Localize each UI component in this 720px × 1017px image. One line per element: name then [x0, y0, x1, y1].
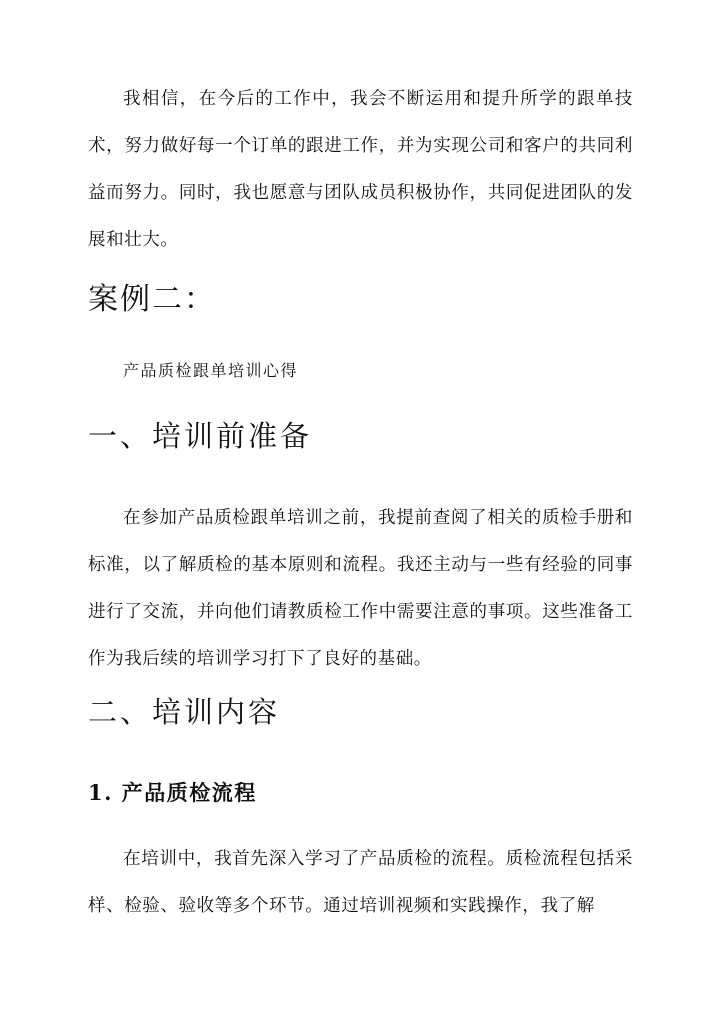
case-heading: 案例二：	[88, 282, 216, 317]
intro-paragraph: 我相信，在今后的工作中，我会不断运用和提升所学的跟单技术，努力做好每一个订单的跟进工作，并为实现公司和客户的共同利益而努力。同时，我也愿意与团队成员积极协作，共同促进团队的发展和壮大。	[88, 89, 633, 250]
subsection1-paragraph: 在培训中，我首先深入学习了产品质检的流程。质检流程包括采样、检验、验收等多个环节。通过培训视频和实践操作，我了解	[88, 849, 633, 916]
section1-heading: 一、培训前准备	[88, 419, 313, 453]
subsection1-heading: 1. 产品质检流程	[88, 780, 257, 805]
section2-heading: 二、培训内容	[88, 695, 281, 729]
section1-paragraph: 在参加产品质检跟单培训之前，我提前查阅了相关的质检手册和标准，以了解质检的基本原则和流程。我还主动与一些有经验的同事进行了交流，并向他们请教质检工作中需要注意的事项。这些准备工作为我后续的培训学习打下了良好的基础。	[88, 508, 633, 669]
case-subtitle: 产品质检跟单培训心得	[123, 361, 299, 380]
